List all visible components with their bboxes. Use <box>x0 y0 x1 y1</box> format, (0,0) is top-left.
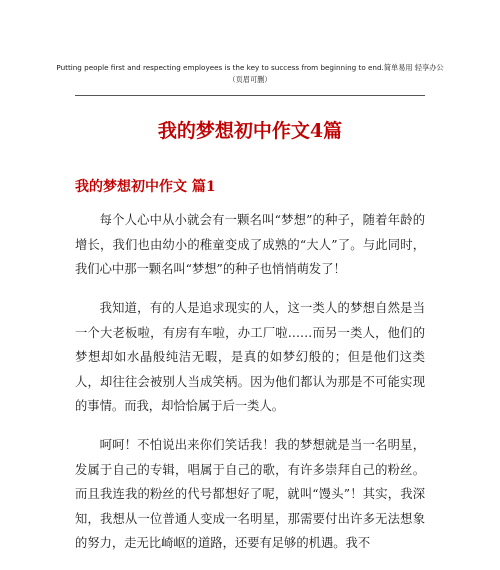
section-heading: 我的梦想初中作文 篇1 <box>75 179 216 195</box>
page-header-slogan: Putting people first and respecting employees is the key to success from beginning to end.简单易用 轻享办公 <box>56 63 444 72</box>
body-text <box>75 208 425 570</box>
paragraph-2: 我知道，有的人是追求现实的人，这一类人的梦想自然是当一个大老板啦，有房有车啦，办工厂啦……而另一类人，他们的梦想却如水晶般纯洁无暇，是真的如梦幻般的；但是他们这类人，却往往会被别人当成笑柄。因为他们都认为那是不可能实现的事情。而我，却恰恰属于后一类人。 <box>75 301 425 413</box>
document-title: 我的梦想初中作文4篇 <box>157 120 343 142</box>
paragraph-1: 每个人心中从小就会有一颗名叫“梦想”的种子，随着年龄的增长，我们也由幼小的稚童变成了成熟的“大人”了。与此同时，我们心中那一颗名叫“梦想”的种子也悄悄萌发了！ <box>75 213 425 276</box>
page-header-note: （页眉可删） <box>228 75 272 84</box>
paragraph-3: 呵呵！不怕说出来你们笑话我！我的梦想就是当一名明星，发属于自己的专辑，唱属于自己的歌，有许多崇拜自己的粉丝。而且我连我的粉丝的代号都想好了呢，就叫“馒头”！其实，我深知，我想从一位普通人变成一名明星，那需要付出许多无法想象的努力，走无比崎岖的道路，还要有足够的机遇。我不 <box>75 438 425 550</box>
header-divider <box>75 95 425 96</box>
